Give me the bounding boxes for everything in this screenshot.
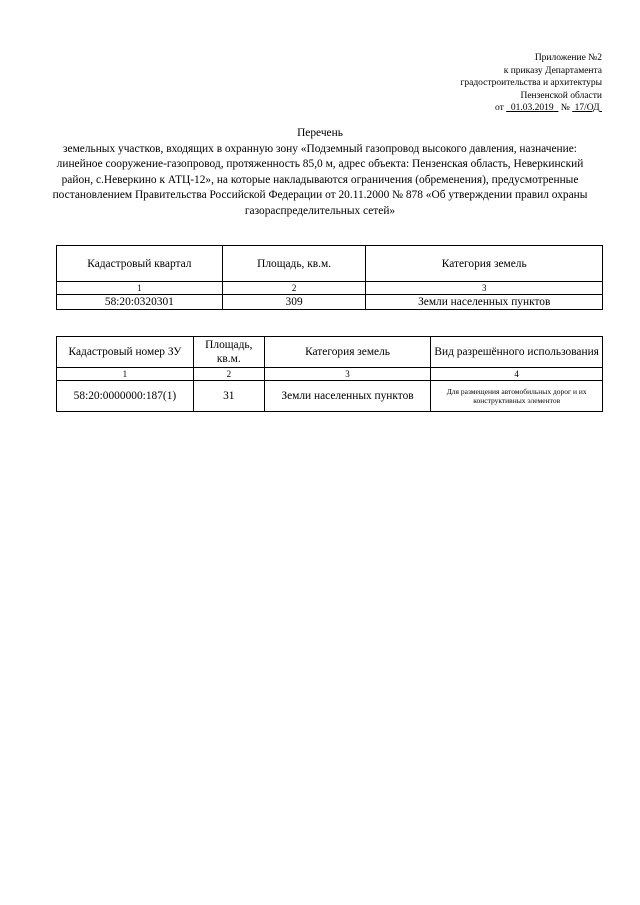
column-number: 3 [264,368,431,381]
cadastral-number-cell: 58:20:0000000:187(1) [57,381,194,412]
order-date-number [342,102,602,115]
order-number: 17/ОД [574,103,600,113]
column-header: Площадь, кв.м. [193,337,264,368]
area-cell: 31 [193,381,264,412]
table-row [57,381,603,412]
title-body: земельных участков, входящих в охранную зону «Подземный газопровод высокого давления, назначение: линейное сооружение-газопровод, протяженность 85,0 м, адрес объекта: Пензенская область, Неверкинский район, с.Неверкино к АТЦ-12», на которые накладываются ограничения (обременения), предусмотренные постановлением Правительства Российской Федерации от 20.11.2000 № 878 «Об утверждении правил охраны газораспределительных сетей» [52,142,588,217]
column-number-row [57,368,603,381]
area-cell: 309 [222,295,366,310]
permitted-use-cell: Для размещения автомобильных дорог и их конструктивных элементов [431,381,603,412]
cadastral-quarter-table [56,245,603,310]
order-date: 01.03.2019 [510,103,554,113]
table-header-row [57,246,603,282]
column-header: Площадь, кв.м. [222,246,366,282]
column-number: 4 [431,368,603,381]
land-category-cell: Земли населенных пунктов [264,381,431,412]
column-number-row [57,282,603,295]
table-header-row [57,337,603,368]
column-header: Кадастровый квартал [57,246,223,282]
column-number: 1 [57,282,223,295]
column-header: Кадастровый номер ЗУ [57,337,194,368]
column-header: Вид разрешённого использования [431,337,603,368]
column-number: 1 [57,368,194,381]
document-title [40,126,600,219]
title-heading: Перечень [297,127,343,139]
appendix-header [342,52,602,115]
column-header: Категория земель [264,337,431,368]
column-number: 3 [366,282,603,295]
table-row [57,295,603,310]
column-number: 2 [222,282,366,295]
date-prefix: от [495,103,504,113]
land-category-cell: Земли населенных пунктов [366,295,603,310]
order-reference-line: к приказу Департамента [503,65,602,76]
column-number: 2 [193,368,264,381]
department-name-line: градостроительства и архитектуры [460,78,602,88]
number-prefix: № [560,103,570,113]
appendix-label: Приложение №2 [534,53,602,63]
region-name-line: Пензенской области [520,90,602,101]
land-plot-table [56,336,603,412]
cadastral-quarter-cell: 58:20:0320301 [57,295,223,310]
column-header: Категория земель [366,246,603,282]
